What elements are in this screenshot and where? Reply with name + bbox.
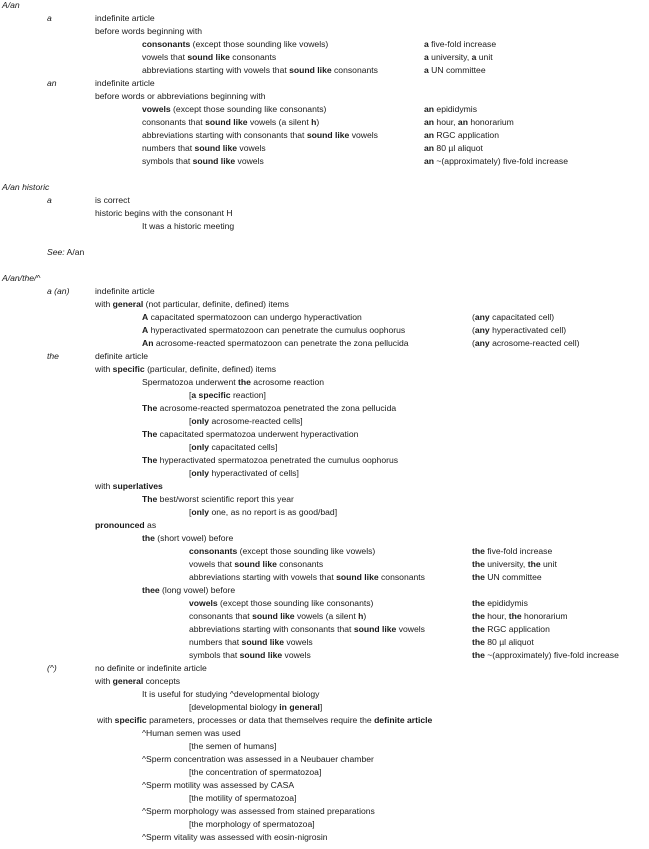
text-line: the epididymis: [472, 598, 528, 608]
text-line: is correct: [95, 195, 130, 205]
text-line: (any capacitated cell): [472, 312, 555, 322]
text-line: [the motility of spermatozoa]: [189, 793, 297, 803]
text-line: Spermatozoa underwent the acrosome reaction: [142, 377, 325, 387]
text-line: [the concentration of spermatozoa]: [189, 767, 322, 777]
text-line: vowels (except those sounding like consonants): [142, 104, 327, 114]
text-line: a: [47, 195, 52, 205]
text-line: numbers that sound like vowels: [189, 637, 313, 647]
text-line: before words or abbreviations beginning with: [95, 91, 266, 101]
text-line: abbreviations starting with vowels that sound like consonants: [189, 572, 425, 582]
text-line: the 80 µl aliquot: [472, 637, 534, 647]
text-line: the: [47, 351, 59, 361]
text-line: consonants (except those sounding like vowels): [189, 546, 376, 556]
text-line: indefinite article: [95, 13, 155, 23]
text-line: [a specific reaction]: [189, 390, 266, 400]
text-line: the university, the unit: [472, 559, 557, 569]
text-line: consonants that sound like vowels (a silent h): [189, 611, 367, 621]
text-line: The best/worst scientific report this year: [142, 494, 294, 504]
text-line: A/an/the/^: [2, 273, 41, 283]
text-line: an RGC application: [424, 130, 499, 140]
text-line: thee (long vowel) before: [142, 585, 236, 595]
text-line: A/an: [2, 0, 20, 10]
text-line: (^): [47, 663, 57, 673]
text-line: The capacitated spermatozoa underwent hyperactivation: [142, 429, 359, 439]
text-line: an epididymis: [424, 104, 478, 114]
text-line: with superlatives: [95, 481, 163, 491]
text-line: the (short vowel) before: [142, 533, 234, 543]
text-line: consonants (except those sounding like vowels): [142, 39, 329, 49]
text-line: an: [47, 78, 57, 88]
text-line: [the semen of humans]: [189, 741, 277, 751]
text-line: ^Sperm vitality was assessed with eosin-nigrosin: [142, 832, 328, 842]
text-line: abbreviations starting with consonants that sound like vowels: [142, 130, 378, 140]
text-line: the hour, the honorarium: [472, 611, 568, 621]
text-line: A capacitated spermatozoon can undergo hyperactivation: [142, 312, 362, 322]
text-line: The acrosome-reacted spermatozoa penetrated the zona pellucida: [142, 403, 397, 413]
text-line: vowels that sound like consonants: [189, 559, 324, 569]
text-line: consonants that sound like vowels (a silent h): [142, 117, 320, 127]
text-line: vowels (except those sounding like consonants): [189, 598, 374, 608]
text-line: historic begins with the consonant H: [95, 208, 233, 218]
text-line: no definite or indefinite article: [95, 663, 207, 673]
text-line: [only acrosome-reacted cells]: [189, 416, 303, 426]
text-line: the five-fold increase: [472, 546, 553, 556]
text-line: before words beginning with: [95, 26, 203, 36]
text-line: a university, a unit: [424, 52, 493, 62]
text-line: A hyperactivated spermatozoon can penetrate the cumulus oophorus: [142, 325, 406, 335]
text-line: with specific parameters, processes or data that themselves require the definite article: [97, 715, 433, 725]
text-line: indefinite article: [95, 286, 155, 296]
text-line: with general (not particular, definite, defined) items: [95, 299, 289, 309]
text-line: See: A/an: [47, 247, 85, 257]
text-line: definite article: [95, 351, 149, 361]
text-line: (any acrosome-reacted cell): [472, 338, 580, 348]
text-line: an hour, an honorarium: [424, 117, 514, 127]
text-line: (any hyperactivated cell): [472, 325, 567, 335]
text-line: ^Sperm motility was assessed by CASA: [142, 780, 295, 790]
text-line: indefinite article: [95, 78, 155, 88]
text-line: a: [47, 13, 52, 23]
text-line: ^Human semen was used: [142, 728, 241, 738]
text-line: a UN committee: [424, 65, 486, 75]
text-line: symbols that sound like vowels: [142, 156, 264, 166]
text-line: the ~(approximately) five-fold increase: [472, 650, 619, 660]
text-line: ^Sperm concentration was assessed in a Neubauer chamber: [142, 754, 374, 764]
text-line: the RGC application: [472, 624, 550, 634]
text-line: symbols that sound like vowels: [189, 650, 311, 660]
text-line: with specific (particular, definite, defined) items: [95, 364, 277, 374]
text-line: an 80 µl aliquot: [424, 143, 483, 153]
text-line: the UN committee: [472, 572, 542, 582]
text-line: a (an): [47, 286, 70, 296]
text-line: with general concepts: [95, 676, 181, 686]
text-line: pronounced as: [95, 520, 157, 530]
text-line: An acrosome-reacted spermatozoon can penetrate the zona pellucida: [142, 338, 409, 348]
text-line: A/an historic: [2, 182, 50, 192]
text-line: It is useful for studying ^developmental biology: [142, 689, 320, 699]
text-line: abbreviations starting with vowels that sound like consonants: [142, 65, 378, 75]
text-line: [only one, as no report is as good/bad]: [189, 507, 338, 517]
text-line: [only hyperactivated of cells]: [189, 468, 299, 478]
text-line: [the morphology of spermatozoa]: [189, 819, 315, 829]
text-line: The hyperactivated spermatozoa penetrated the cumulus oophorus: [142, 455, 399, 465]
text-line: It was a historic meeting: [142, 221, 235, 231]
text-line: [only capacitated cells]: [189, 442, 278, 452]
text-line: ^Sperm morphology was assessed from stained preparations: [142, 806, 375, 816]
text-line: vowels that sound like consonants: [142, 52, 277, 62]
text-line: a five-fold increase: [424, 39, 497, 49]
text-line: an ~(approximately) five-fold increase: [424, 156, 569, 166]
text-line: abbreviations starting with consonants that sound like vowels: [189, 624, 425, 634]
text-line: [developmental biology in general]: [189, 702, 323, 712]
text-line: numbers that sound like vowels: [142, 143, 266, 153]
